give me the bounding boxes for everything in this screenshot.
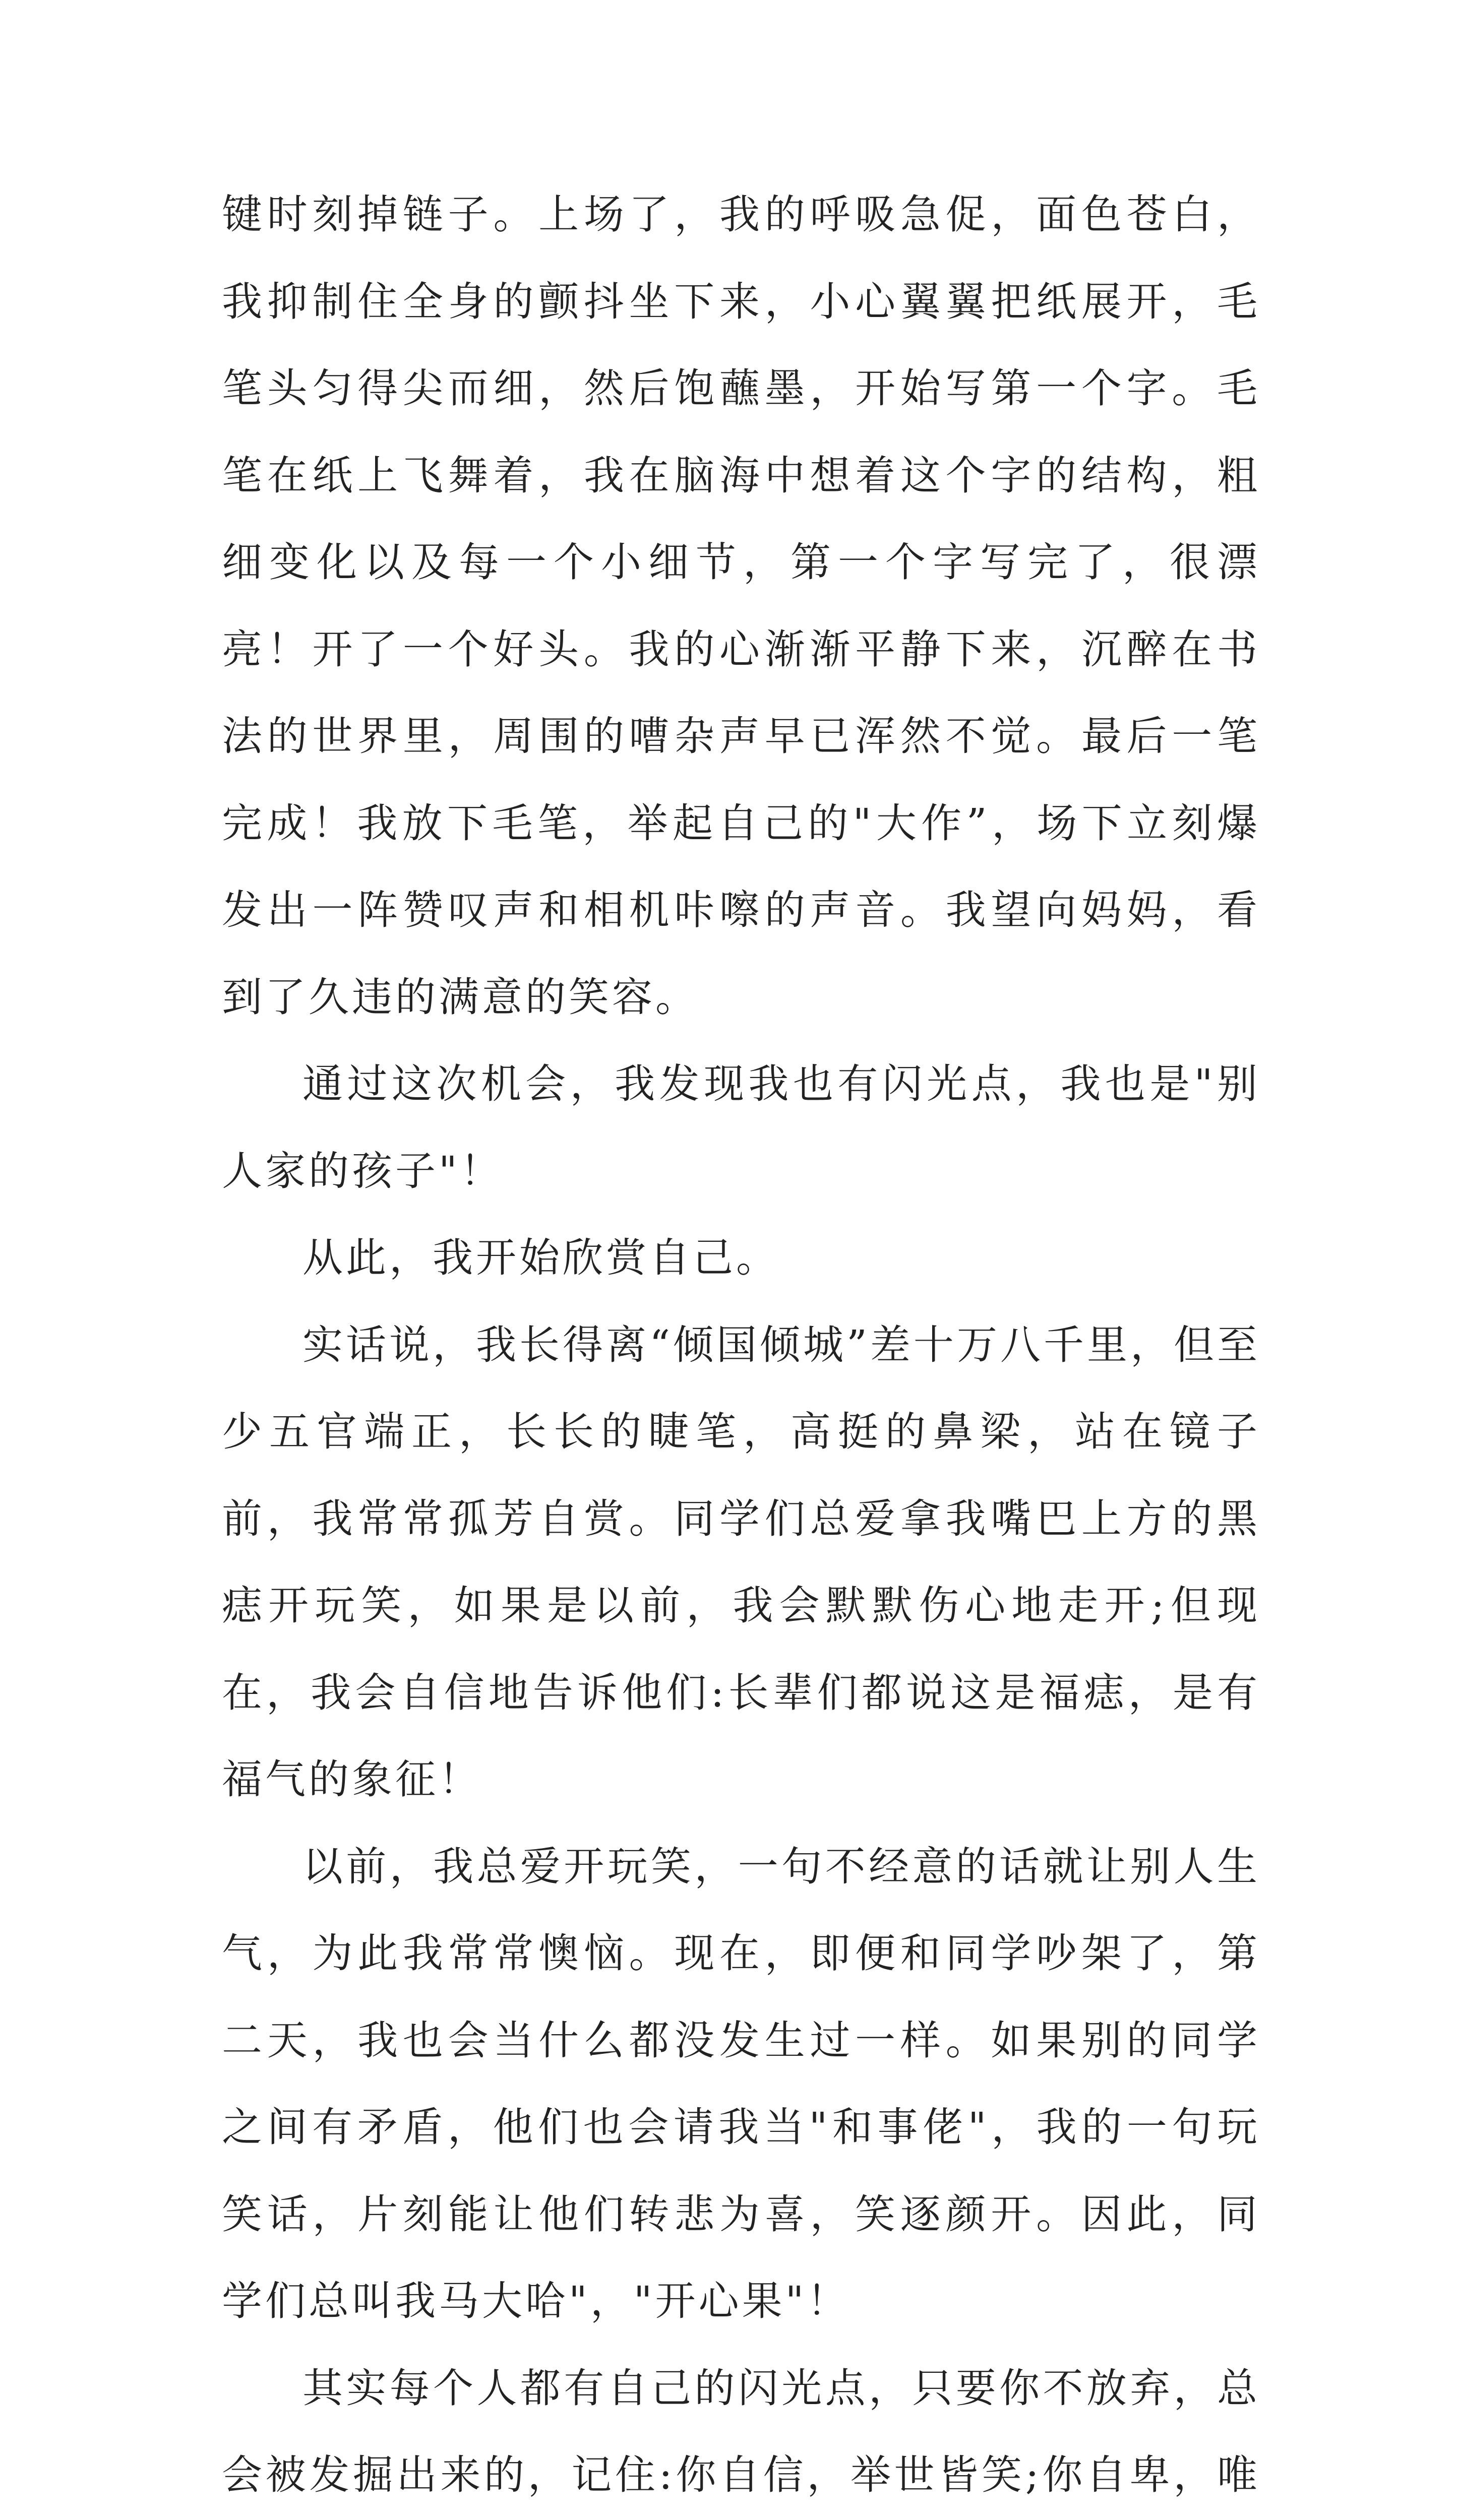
paragraph-3: 从此，我开始欣赏自己。 xyxy=(222,1215,1260,1302)
paragraph-4: 实话说，我长得离“倾国倾城”差十万八千里，但至少五官端正，长长的睫笔，高挺的鼻梁，站在镜子前，我常常孤芳自赏。同学们总爱拿我嘴巴上方的黑痣开玩笑，如果是以前，我会默默伤心地走开;但现在，我会自信地告诉他们:长辈们都说这是福痣，是有福气的象征！ xyxy=(222,1302,1260,1823)
paragraph-1: 键时刻掉链子。上场了，我的呼吸急促，面色苍白，我抑制住全身的颤抖坐下来，小心翼翼把纸展开，毛笔头匀得尖而细，然后饱蘸墨，开始写第一个字。毛笔在纸上飞舞着，我在脑海中想着这个字的结构，粗细变化以及每一个小细节，第一个字写完了，很漂亮！开了一个好头。我的心渐渐平静下来，沉醉在书法的世界里，周围的嘈杂声早已浑然不觉。最后一笔完成！我放下毛笔，举起自己的"大作”，场下立刻爆发出一阵赞叹声和相机咔嚓的声音。我望向妈妈，看到了久违的满意的笑容。 xyxy=(222,171,1260,1041)
essay-body xyxy=(222,171,1260,2520)
paragraph-5: 以前，我总爱开玩笑，一句不经意的话就让别人生气，为此我常常懊恼。现在，即便和同学吵架了，第二天，我也会当什么都没发生过一样。如果别的同学之间有矛盾，他们也会请我当"和事佬"，我的一句玩笑话，片刻能让他们转悲为喜，笑逐颜开。因此，同学们总叫我马大哈"，"开心果"！ xyxy=(222,1823,1260,2345)
paragraph-2: 通过这次机会，我发现我也有闪光点，我也是"别人家的孩子"！ xyxy=(222,1041,1260,1215)
paragraph-6: 其实每个人都有自己的闪光点，只要你不放弃，总会被发掘出来的，记住:你自信，举世皆笑;你自卑，唯 xyxy=(222,2345,1260,2520)
